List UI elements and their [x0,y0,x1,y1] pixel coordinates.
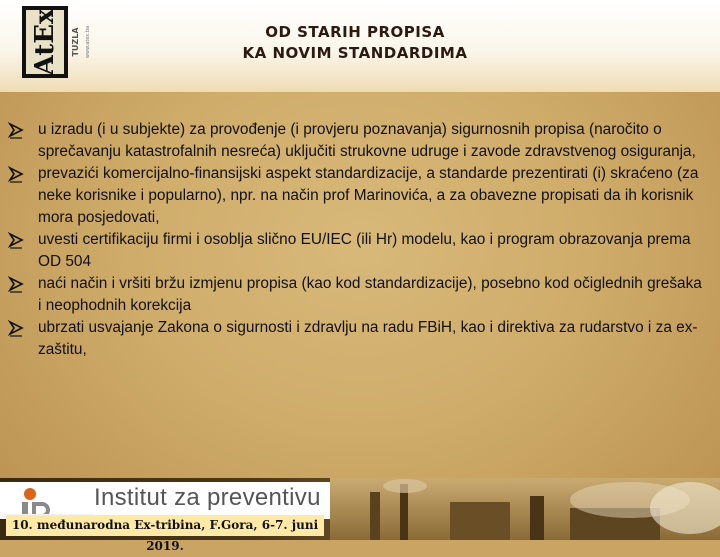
title-line-2: KA NOVIM STANDARDIMA [242,44,468,62]
bullet-item [8,317,708,361]
arrow-bullet-icon [8,229,26,251]
bullet-text: naći način i vršiti bržu izmjenu propisa (kao kod standardizacije), posebno kod očiglednih grešaka i neophodnih korekcija [38,275,702,314]
bullet-text: u izradu (i u subjekte) za provođenje (i provjeru poznavanja) sigurnosnih propisa (naročito o sprečavanju katastrofalnih nesreća) uključiti strukovne udruge i zavode zdravstvenog osiguranja, [38,121,696,160]
bullet-item [8,229,708,273]
bullet-text: ubrzati usvajanje Zakona o sigurnosti i zdravlju na radu FBiH, kao i direktiva za rudarstvo i za ex-zaštitu, [38,319,698,358]
institute-name: Institut za preventivu [94,484,321,511]
ip-logo [4,484,94,518]
title-line-1: OD STARIH PROPISA [265,23,445,41]
bullet-item [8,119,708,163]
industrial-photo [330,478,720,540]
svg-text:TUZLA: TUZLA [71,27,80,57]
arrow-bullet-icon [8,119,26,141]
page-title [120,22,590,64]
bullet-text: uvesti certifikaciju firmi i osoblja slično EU/IEC (ili Hr) modelu, kao i program obrazovanja prema OD 504 [38,231,691,270]
arrow-bullet-icon [8,163,26,185]
svg-text:AtEx: AtEx [30,8,60,76]
bullet-list [8,119,708,361]
bullet-item [8,163,708,229]
atex-logo [22,6,96,78]
arrow-bullet-icon [8,317,26,339]
conference-label: 10. međunarodna Ex-tribina, F.Gora, 6-7. juni 2019. [6,515,324,536]
bullet-item [8,273,708,317]
bullet-text: prevazići komercijalno-finansijski aspekt standardizacije, a standarde prezentirati (i) skraćeno (za neke korisnike i popularno), npr. na način prof Marinovića, a za obavezne propisati da ih korisnik mora posjedovati, [38,165,699,226]
slide-header [0,0,720,92]
svg-text:www.atex.ba: www.atex.ba [85,25,91,59]
arrow-bullet-icon [8,273,26,295]
